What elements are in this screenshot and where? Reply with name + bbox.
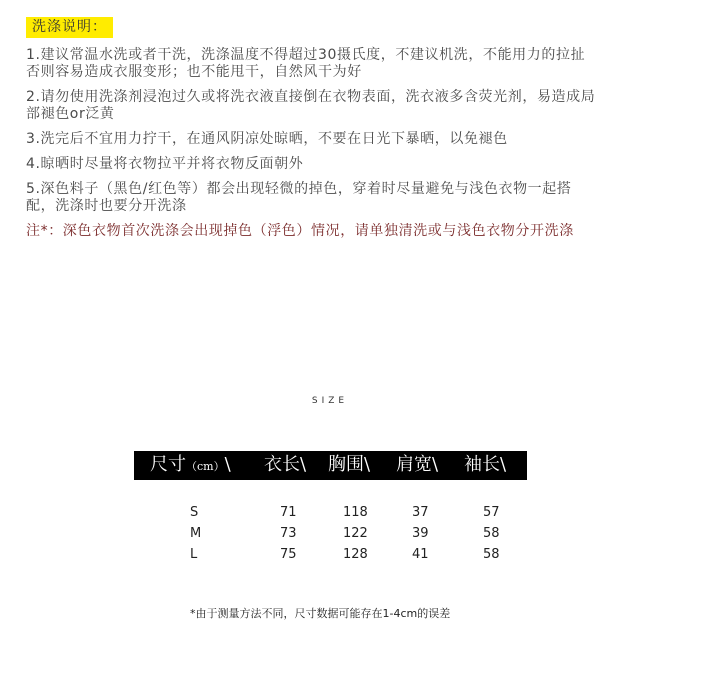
header-sep-2: \: [300, 454, 307, 475]
care-item-3: 3.洗完后不宜用力拧干，在通风阴凉处晾晒，不要在日光下暴晒，以免褪色: [26, 131, 508, 147]
row-m-length: 73: [280, 526, 297, 541]
header-length: [264, 454, 306, 476]
size-section-title: SIZE: [311, 396, 349, 406]
header-shoulder: [396, 454, 438, 476]
header-size-label: 尺寸: [150, 454, 186, 475]
row-l-size: L: [190, 547, 198, 562]
row-m-sleeve: 58: [483, 526, 500, 541]
header-sep-5: \: [500, 454, 507, 475]
header-unit: （cm）: [186, 460, 225, 473]
row-s-length: 71: [280, 505, 297, 520]
care-item-5: 5.深色料子（黑色/红色等）都会出现轻微的掉色，穿着时尽量避免与浅色衣物一起搭配，洗涤时也要分开洗涤: [26, 181, 572, 214]
header-size: [150, 454, 231, 478]
header-chest: [328, 454, 370, 476]
row-l-length: 75: [280, 547, 297, 562]
row-s-chest: 118: [343, 505, 368, 520]
header-chest-label: 胸围: [328, 454, 364, 475]
row-l-chest: 128: [343, 547, 368, 562]
header-sleeve: [464, 454, 506, 476]
header-sleeve-label: 袖长: [464, 454, 500, 475]
header-sep-3: \: [364, 454, 371, 475]
header-sep-1: \: [224, 454, 231, 475]
care-item-2: 2.请勿使用洗涤剂浸泡过久或将洗衣液直接倒在衣物表面，洗衣液多含荧光剂，易造成局部褪色or泛黄: [26, 89, 596, 122]
row-m-shoulder: 39: [412, 526, 429, 541]
row-m-chest: 122: [343, 526, 368, 541]
row-s-size: S: [190, 505, 199, 520]
row-s-shoulder: 37: [412, 505, 429, 520]
row-l-sleeve: 58: [483, 547, 500, 562]
dark-color-note: 注*：深色衣物首次洗涤会出现掉色（浮色）情况，请单独清洗或与浅色衣物分开洗涤: [26, 223, 574, 239]
wash-instructions-badge: 洗涤说明：: [26, 17, 113, 38]
care-item-4: 4.晾晒时尽量将衣物拉平并将衣物反面朝外: [26, 156, 304, 172]
row-l-shoulder: 41: [412, 547, 429, 562]
care-instructions: [26, 47, 626, 248]
row-s-sleeve: 57: [483, 505, 500, 520]
measurement-footnote: *由于测量方法不同，尺寸数据可能存在1-4cm的误差: [190, 607, 451, 620]
header-length-label: 衣长: [264, 454, 300, 475]
header-sep-4: \: [432, 454, 439, 475]
size-table-header: [134, 451, 527, 480]
care-item-1: 1.建议常温水洗或者干洗，洗涤温度不得超过30摄氏度，不建议机洗，不能用力的拉扯否则容易造成衣服变形；也不能甩干，自然风干为好: [26, 47, 586, 80]
row-m-size: M: [190, 526, 202, 541]
header-shoulder-label: 肩宽: [396, 454, 432, 475]
